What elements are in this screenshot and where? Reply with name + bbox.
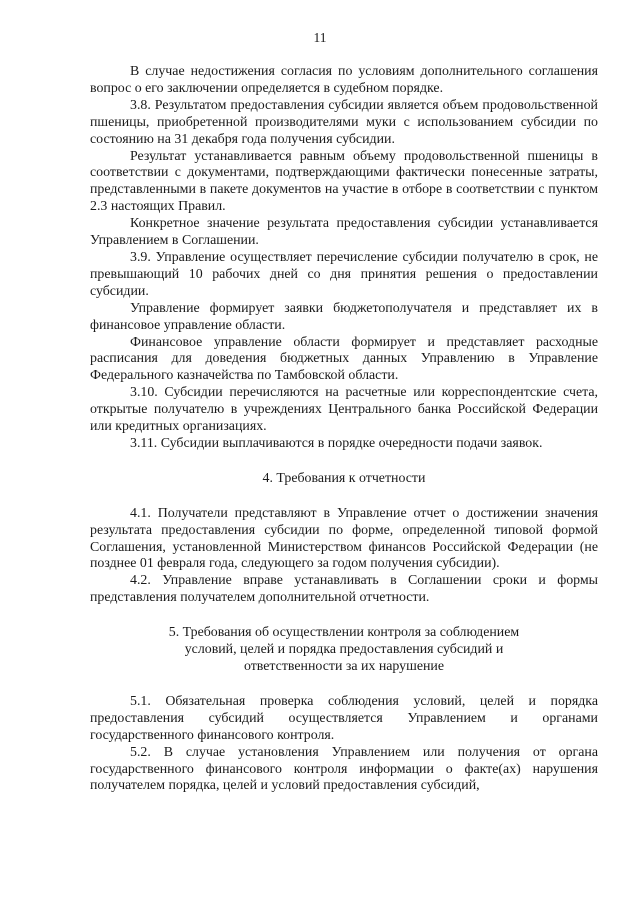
paragraph-5-2-violation: 5.2. В случае установления Управлением или получения от органа государственного финансового контроля информации о факте(ах) нарушения получателем порядка, целей и условий предоставления субсидий, bbox=[90, 744, 598, 794]
paragraph-3-11-order: 3.11. Субсидии выплачиваются в порядке очередности подачи заявок. bbox=[130, 435, 543, 451]
section-heading-control bbox=[90, 625, 598, 676]
paragraph-4-1-report: 4.1. Получатели представляют в Управление отчет о достижении значения результата предоставления субсидии по форме, определенной типовой формой Соглашения, установленной Министерством финансов Российской Федерации (не позднее 01 февраля года, следующего за годом получения субсидии). bbox=[90, 505, 598, 572]
paragraph-result-equal: Результат устанавливается равным объему продовольственной пшеницы в соответствии с документами, подтверждающими фактически понесенные затраты, представленными в пакете документов на участие в отборе в соответствии с пунктом 2.3 настоящих Правил. bbox=[90, 148, 598, 215]
paragraph-agreement-dispute: В случае недостижения согласия по условиям дополнительного соглашения вопрос о его заключении определяется в судебном порядке. bbox=[90, 64, 598, 96]
paragraph-3-8-result: 3.8. Результатом предоставления субсидии является объем продовольственной пшеницы, приобретенной производителями муки с использованием субсидии по состоянию на 31 декабря года получения субсидии. bbox=[90, 97, 598, 147]
section-heading-control-line2: условий, целей и порядка предоставления субсидий и bbox=[184, 642, 504, 658]
section-heading-control-line3: ответственности за их нарушение bbox=[243, 659, 445, 674]
document-body bbox=[90, 64, 598, 795]
paragraph-4-2-additional: 4.2. Управление вправе устанавливать в Соглашении сроки и формы представления получателем дополнительной отчетности. bbox=[90, 573, 598, 606]
paragraph-3-9-transfer: 3.9. Управление осуществляет перечисление субсидии получателю в срок, не превышающий 10 рабочих дней со дня принятия решения о предоставлении субсидии. bbox=[90, 249, 598, 299]
paragraph-5-1-check: 5.1. Обязательная проверка соблюдения условий, целей и порядка предоставления субсидий осуществляется Управлением и органами государственного финансового контроля. bbox=[90, 693, 598, 743]
page-number: 11 bbox=[313, 30, 327, 45]
paragraph-applications: Управление формирует заявки бюджетополучателя и представляет их в финансовое управление области. bbox=[90, 300, 598, 333]
paragraph-result-value: Конкретное значение результата предоставления субсидии устанавливается Управлением в Соглашении. bbox=[90, 216, 598, 249]
paragraph-finance-schedules: Финансовое управление области формирует и представляет расходные расписания для доведения бюджетных данных Управлению в Управление Федерального казначейства по Тамбовской области. bbox=[90, 334, 598, 384]
paragraph-3-10-accounts: 3.10. Субсидии перечисляются на расчетные или корреспондентские счета, открытые получателю в учреждениях Центрального банка Российской Федерации или кредитных организациях. bbox=[90, 385, 598, 435]
section-heading-reporting: 4. Требования к отчетности bbox=[262, 470, 426, 486]
section-heading-control-line1: 5. Требования об осуществлении контроля за соблюдением bbox=[168, 625, 520, 641]
